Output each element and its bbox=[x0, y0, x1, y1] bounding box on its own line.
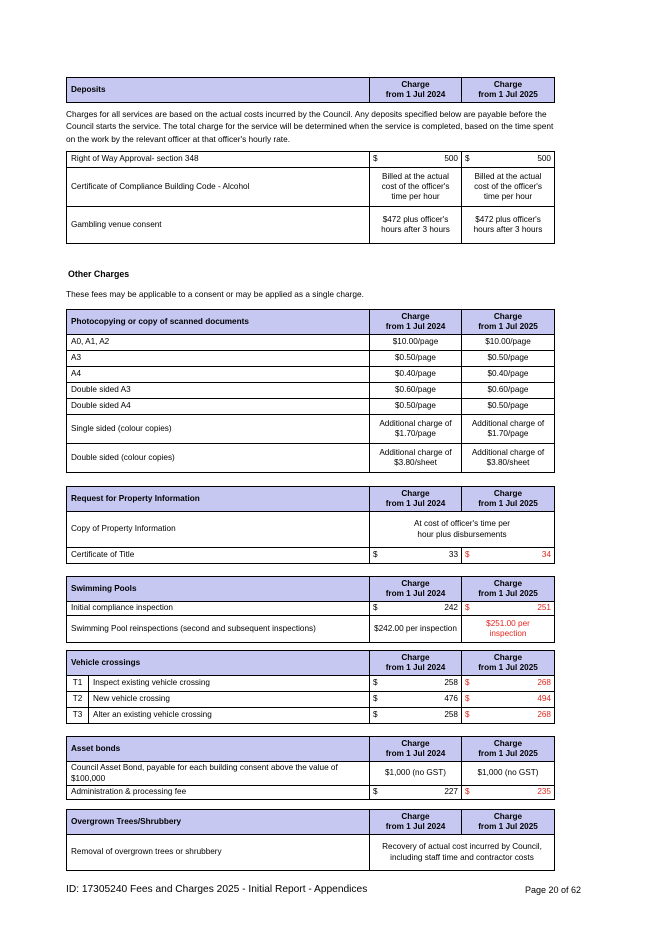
table-row: Initial compliance inspection $ 242 $ 251 bbox=[67, 602, 555, 616]
table-row: Double sided A3 $0.60/page $0.60/page bbox=[67, 383, 555, 399]
other-charges-intro: These fees may be applicable to a consent or may be applied as a single charge. bbox=[66, 289, 364, 299]
document-footer-id: ID: 17305240 Fees and Charges 2025 - Initial Report - Appendices bbox=[66, 884, 368, 895]
swimming-pools-table: Swimming Pools Charge from 1 Jul 2024 Charge from 1 Jul 2025 Initial compliance inspection $ 242 $ 251 Swimming Pool reinspections (second and subsequent inspections) $242.00 per inspection $251.00 per inspection bbox=[66, 576, 555, 643]
property-info-table: Request for Property Information Charge from 1 Jul 2024 Charge from 1 Jul 2025 Copy of Property Information At cost of officer's time per hour plus disbursements Certificate of Title $ 33 $ 34 bbox=[66, 486, 555, 564]
asset-bonds-title: Asset bonds bbox=[67, 737, 370, 762]
vehicle-crossings-title: Vehicle crossings bbox=[67, 651, 370, 676]
table-row: T3 Alter an existing vehicle crossing $ 258 $ 268 bbox=[67, 708, 555, 724]
table-row: Administration & processing fee $ 227 $ 235 bbox=[67, 786, 555, 800]
table-row: Council Asset Bond, payable for each building consent above the value of $100,000 $1,000 (no GST) $1,000 (no GST) bbox=[67, 762, 555, 786]
table-row: Double sided A4 $0.50/page $0.50/page bbox=[67, 399, 555, 415]
overgrown-trees-table: Overgrown Trees/Shrubbery Charge from 1 Jul 2024 Charge from 1 Jul 2025 Removal of overgrown trees or shrubbery Recovery of actual cost incurred by Council, including staff time and contractor costs bbox=[66, 809, 555, 871]
asset-bonds-table: Asset bonds Charge from 1 Jul 2024 Charge from 1 Jul 2025 Council Asset Bond, payable for each building consent above the value of $100,000 $1,000 (no GST) $1,000 (no GST) Administration & processing fee $ 227 $ 235 bbox=[66, 736, 555, 800]
swimming-pools-title: Swimming Pools bbox=[67, 577, 370, 602]
deposits-title: Deposits bbox=[67, 78, 370, 103]
photocopying-title: Photocopying or copy of scanned documents bbox=[67, 310, 370, 335]
table-row: Certificate of Title $ 33 $ 34 bbox=[67, 548, 555, 564]
table-row: Certificate of Compliance Building Code - Alcohol Billed at the actual cost of the officer's time per hour Billed at the actual cost of the officer's time per hour bbox=[67, 168, 555, 207]
table-row: A4 $0.40/page $0.40/page bbox=[67, 367, 555, 383]
table-row: Swimming Pool reinspections (second and subsequent inspections) $242.00 per inspection $251.00 per inspection bbox=[67, 616, 555, 643]
deposits-table bbox=[66, 77, 555, 103]
property-info-title: Request for Property Information bbox=[67, 487, 370, 512]
table-row: T1 Inspect existing vehicle crossing $ 258 $ 268 bbox=[67, 676, 555, 692]
photocopying-table: Photocopying or copy of scanned documents Charge from 1 Jul 2024 Charge from 1 Jul 2025 A0, A1, A2 $10.00/page $10.00/page A3 $0.50/page $0.50/page A4 $0.40/page $0.40/page Double sided A3 $0.60/page $0.60/page Double sided A4 $0.50/page $0.50/page Single sided (colour copies) Additional charge of $1.70/page Additional charge of $1.70/page Double sided (colour copies) Additional charge of $3.80/sheet Additional charge of $3.80/sheet bbox=[66, 309, 555, 473]
vehicle-crossings-table: Vehicle crossings Charge from 1 Jul 2024 Charge from 1 Jul 2025 T1 Inspect existing vehicle crossing $ 258 $ 268 T2 New vehicle crossing $ 476 $ 494 T3 Alter an existing vehicle crossing $ 258 $ 268 bbox=[66, 650, 555, 724]
deposits-intro: Charges for all services are based on the actual costs incurred by the Council. Any deposits specified below are payable before the Council starts the service. The total charge for the service will be determined when the service is completed, based on the time spent on the work by the relevant officer at that officer's hourly rate. bbox=[66, 109, 554, 144]
table-row: T2 New vehicle crossing $ 476 $ 494 bbox=[67, 692, 555, 708]
table-row: Double sided (colour copies) Additional charge of $3.80/sheet Additional charge of $3.80/sheet bbox=[67, 444, 555, 473]
deposits-rows-table bbox=[66, 151, 555, 244]
table-row: Single sided (colour copies) Additional charge of $1.70/page Additional charge of $1.70/page bbox=[67, 415, 555, 444]
table-row: A0, A1, A2 $10.00/page $10.00/page bbox=[67, 335, 555, 351]
table-row: Gambling venue consent $472 plus officer's hours after 3 hours $472 plus officer's hours after 3 hours bbox=[67, 207, 555, 244]
table-row: Copy of Property Information At cost of officer's time per hour plus disbursements bbox=[67, 512, 555, 548]
table-row: A3 $0.50/page $0.50/page bbox=[67, 351, 555, 367]
other-charges-heading: Other Charges bbox=[68, 269, 130, 279]
table-row: Right of Way Approval- section 348 $ 500 $ 500 bbox=[67, 152, 555, 168]
page-number: Page 20 of 62 bbox=[524, 885, 581, 895]
table-row: Removal of overgrown trees or shrubbery Recovery of actual cost incurred by Council, including staff time and contractor costs bbox=[67, 835, 555, 871]
charge-2025-header: Charge from 1 Jul 2025 bbox=[462, 78, 555, 103]
overgrown-trees-title: Overgrown Trees/Shrubbery bbox=[67, 810, 370, 835]
charge-2024-header: Charge from 1 Jul 2024 bbox=[370, 78, 462, 103]
